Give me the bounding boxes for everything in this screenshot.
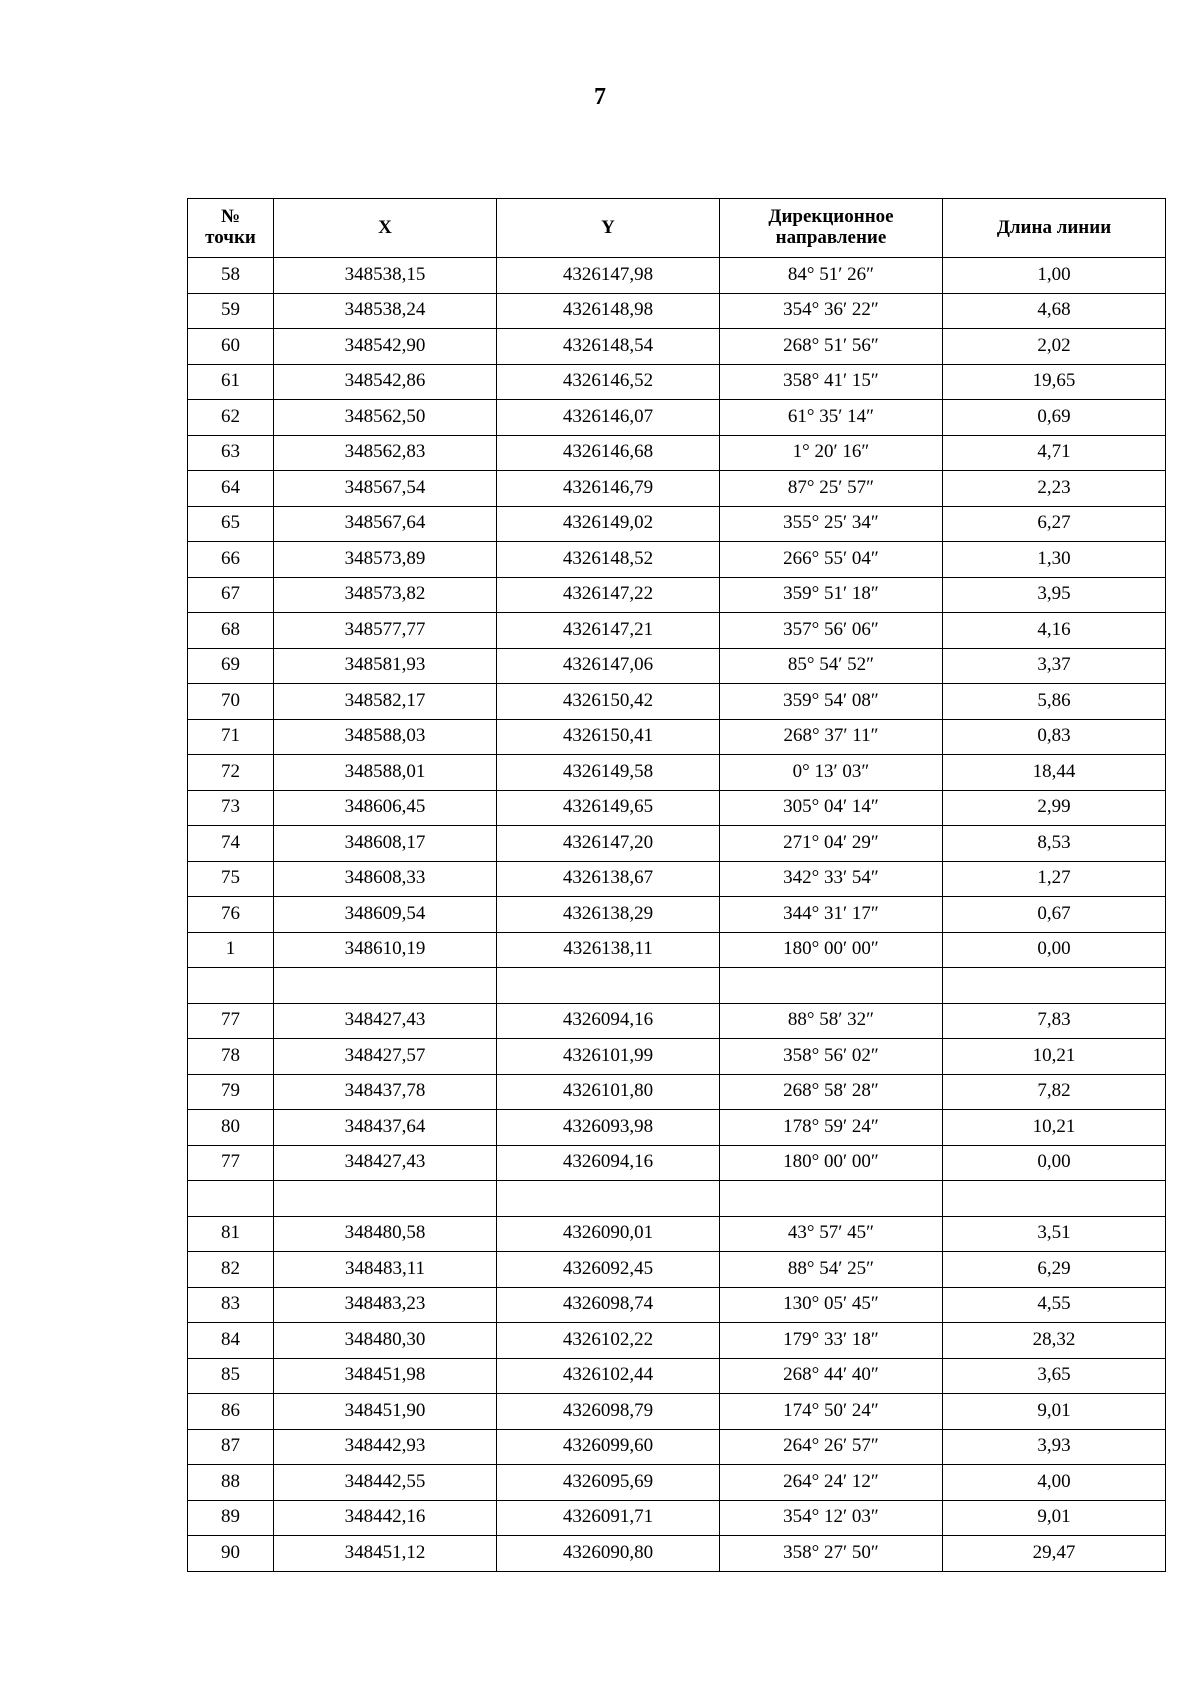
cell-y: 4326147,98 — [497, 258, 720, 294]
cell-point-number: 67 — [188, 577, 274, 613]
cell-direction: 358° 41′ 15″ — [720, 364, 943, 400]
cell-point-number: 59 — [188, 293, 274, 329]
cell-length: 5,86 — [943, 684, 1166, 720]
cell-y: 4326094,16 — [497, 1145, 720, 1181]
cell-length — [943, 1181, 1166, 1217]
cell-direction: 178° 59′ 24″ — [720, 1110, 943, 1146]
cell-length: 3,37 — [943, 648, 1166, 684]
cell-length: 10,21 — [943, 1039, 1166, 1075]
table-row — [188, 790, 1166, 826]
cell-length: 3,95 — [943, 577, 1166, 613]
cell-y: 4326094,16 — [497, 1003, 720, 1039]
table-row — [188, 1500, 1166, 1536]
cell-point-number: 71 — [188, 719, 274, 755]
cell-x: 348451,98 — [274, 1358, 497, 1394]
cell-direction: 88° 58′ 32″ — [720, 1003, 943, 1039]
table-row — [188, 506, 1166, 542]
cell-x: 348427,57 — [274, 1039, 497, 1075]
cell-length — [943, 968, 1166, 1004]
coordinates-table — [187, 198, 1166, 1572]
cell-x: 348451,12 — [274, 1536, 497, 1572]
cell-direction: 357° 56′ 06″ — [720, 613, 943, 649]
cell-length: 28,32 — [943, 1323, 1166, 1359]
cell-point-number: 70 — [188, 684, 274, 720]
page-number: 7 — [594, 84, 606, 110]
cell-length: 0,00 — [943, 932, 1166, 968]
cell-point-number: 81 — [188, 1216, 274, 1252]
cell-x: 348582,17 — [274, 684, 497, 720]
cell-x: 348427,43 — [274, 1145, 497, 1181]
cell-y: 4326148,52 — [497, 542, 720, 578]
cell-direction: 268° 44′ 40″ — [720, 1358, 943, 1394]
cell-length: 6,29 — [943, 1252, 1166, 1288]
cell-direction: 271° 04′ 29″ — [720, 826, 943, 862]
cell-x: 348609,54 — [274, 897, 497, 933]
header-x: X — [274, 199, 497, 258]
cell-length: 8,53 — [943, 826, 1166, 862]
cell-direction: 87° 25′ 57″ — [720, 471, 943, 507]
cell-x: 348542,90 — [274, 329, 497, 365]
cell-direction: 0° 13′ 03″ — [720, 755, 943, 791]
cell-y: 4326149,02 — [497, 506, 720, 542]
table-row — [188, 1536, 1166, 1572]
table-row — [188, 1039, 1166, 1075]
cell-y: 4326090,80 — [497, 1536, 720, 1572]
cell-x: 348442,16 — [274, 1500, 497, 1536]
cell-length: 6,27 — [943, 506, 1166, 542]
cell-direction: 305° 04′ 14″ — [720, 790, 943, 826]
cell-direction: 268° 58′ 28″ — [720, 1074, 943, 1110]
cell-x: 348437,64 — [274, 1110, 497, 1146]
header-length: Длина линии — [943, 199, 1166, 258]
table-row — [188, 1074, 1166, 1110]
cell-y: 4326147,20 — [497, 826, 720, 862]
cell-y: 4326093,98 — [497, 1110, 720, 1146]
cell-point-number: 86 — [188, 1394, 274, 1430]
cell-y: 4326101,99 — [497, 1039, 720, 1075]
cell-direction: 268° 51′ 56″ — [720, 329, 943, 365]
cell-y — [497, 968, 720, 1004]
cell-length: 3,93 — [943, 1429, 1166, 1465]
cell-length: 1,27 — [943, 861, 1166, 897]
cell-direction: 344° 31′ 17″ — [720, 897, 943, 933]
table-row — [188, 755, 1166, 791]
cell-x: 348451,90 — [274, 1394, 497, 1430]
cell-x: 348538,24 — [274, 293, 497, 329]
header-point-number-label: № точки — [205, 206, 256, 248]
cell-length: 4,68 — [943, 293, 1166, 329]
cell-x: 348581,93 — [274, 648, 497, 684]
cell-point-number: 66 — [188, 542, 274, 578]
cell-point-number: 79 — [188, 1074, 274, 1110]
cell-direction: 354° 36′ 22″ — [720, 293, 943, 329]
table-row — [188, 1358, 1166, 1394]
cell-point-number: 90 — [188, 1536, 274, 1572]
cell-x: 348442,93 — [274, 1429, 497, 1465]
cell-y: 4326138,29 — [497, 897, 720, 933]
cell-x: 348562,50 — [274, 400, 497, 436]
cell-point-number: 65 — [188, 506, 274, 542]
cell-length: 4,16 — [943, 613, 1166, 649]
table-row — [188, 577, 1166, 613]
cell-x: 348588,03 — [274, 719, 497, 755]
cell-direction: 85° 54′ 52″ — [720, 648, 943, 684]
cell-y: 4326146,07 — [497, 400, 720, 436]
cell-x: 348608,17 — [274, 826, 497, 862]
cell-direction: 264° 26′ 57″ — [720, 1429, 943, 1465]
cell-x: 348480,30 — [274, 1323, 497, 1359]
table-row — [188, 435, 1166, 471]
cell-direction: 180° 00′ 00″ — [720, 1145, 943, 1181]
cell-point-number: 85 — [188, 1358, 274, 1394]
table-row — [188, 364, 1166, 400]
cell-direction: 43° 57′ 45″ — [720, 1216, 943, 1252]
cell-point-number: 84 — [188, 1323, 274, 1359]
cell-x: 348567,64 — [274, 506, 497, 542]
cell-x: 348610,19 — [274, 932, 497, 968]
cell-direction: 354° 12′ 03″ — [720, 1500, 943, 1536]
cell-point-number: 63 — [188, 435, 274, 471]
cell-length: 7,83 — [943, 1003, 1166, 1039]
cell-x — [274, 968, 497, 1004]
cell-length: 18,44 — [943, 755, 1166, 791]
table-row — [188, 1323, 1166, 1359]
table-row — [188, 1429, 1166, 1465]
cell-direction: 61° 35′ 14″ — [720, 400, 943, 436]
cell-length: 1,00 — [943, 258, 1166, 294]
cell-direction — [720, 968, 943, 1004]
cell-x: 348480,58 — [274, 1216, 497, 1252]
cell-length: 4,71 — [943, 435, 1166, 471]
cell-point-number: 64 — [188, 471, 274, 507]
cell-direction: 266° 55′ 04″ — [720, 542, 943, 578]
table-row — [188, 1287, 1166, 1323]
table-row — [188, 542, 1166, 578]
cell-length: 7,82 — [943, 1074, 1166, 1110]
cell-direction: 268° 37′ 11″ — [720, 719, 943, 755]
cell-x: 348608,33 — [274, 861, 497, 897]
cell-direction: 130° 05′ 45″ — [720, 1287, 943, 1323]
cell-x: 348588,01 — [274, 755, 497, 791]
table-body — [188, 258, 1166, 1572]
cell-y: 4326099,60 — [497, 1429, 720, 1465]
cell-y: 4326149,58 — [497, 755, 720, 791]
cell-point-number: 76 — [188, 897, 274, 933]
table-row — [188, 861, 1166, 897]
cell-point-number: 80 — [188, 1110, 274, 1146]
cell-x: 348542,86 — [274, 364, 497, 400]
cell-x: 348562,83 — [274, 435, 497, 471]
cell-x: 348483,11 — [274, 1252, 497, 1288]
cell-y — [497, 1181, 720, 1217]
cell-length: 2,02 — [943, 329, 1166, 365]
cell-y: 4326090,01 — [497, 1216, 720, 1252]
cell-y: 4326147,06 — [497, 648, 720, 684]
cell-length: 2,99 — [943, 790, 1166, 826]
cell-y: 4326138,11 — [497, 932, 720, 968]
table-row — [188, 258, 1166, 294]
cell-y: 4326150,41 — [497, 719, 720, 755]
cell-y: 4326091,71 — [497, 1500, 720, 1536]
cell-point-number: 72 — [188, 755, 274, 791]
cell-length: 0,83 — [943, 719, 1166, 755]
cell-point-number: 75 — [188, 861, 274, 897]
cell-length: 0,00 — [943, 1145, 1166, 1181]
table-row — [188, 684, 1166, 720]
cell-point-number: 69 — [188, 648, 274, 684]
cell-length: 9,01 — [943, 1394, 1166, 1430]
cell-y: 4326098,79 — [497, 1394, 720, 1430]
cell-length: 3,51 — [943, 1216, 1166, 1252]
table-row — [188, 1252, 1166, 1288]
cell-length: 1,30 — [943, 542, 1166, 578]
cell-direction: 358° 27′ 50″ — [720, 1536, 943, 1572]
cell-length: 0,67 — [943, 897, 1166, 933]
cell-length: 9,01 — [943, 1500, 1166, 1536]
cell-x: 348577,77 — [274, 613, 497, 649]
cell-length: 4,00 — [943, 1465, 1166, 1501]
cell-y: 4326149,65 — [497, 790, 720, 826]
cell-point-number: 82 — [188, 1252, 274, 1288]
cell-point-number — [188, 968, 274, 1004]
cell-length: 10,21 — [943, 1110, 1166, 1146]
header-direction-label: Дирекционное направление — [768, 206, 894, 248]
cell-point-number: 1 — [188, 932, 274, 968]
cell-direction: 88° 54′ 25″ — [720, 1252, 943, 1288]
table-row — [188, 719, 1166, 755]
table-row — [188, 826, 1166, 862]
cell-y: 4326092,45 — [497, 1252, 720, 1288]
cell-point-number: 77 — [188, 1003, 274, 1039]
header-row — [188, 199, 1166, 258]
cell-direction: 84° 51′ 26″ — [720, 258, 943, 294]
cell-y: 4326146,79 — [497, 471, 720, 507]
cell-y: 4326147,22 — [497, 577, 720, 613]
cell-length: 0,69 — [943, 400, 1166, 436]
cell-direction: 342° 33′ 54″ — [720, 861, 943, 897]
cell-y: 4326138,67 — [497, 861, 720, 897]
cell-y: 4326101,80 — [497, 1074, 720, 1110]
cell-y: 4326098,74 — [497, 1287, 720, 1323]
cell-y: 4326150,42 — [497, 684, 720, 720]
table-row — [188, 1465, 1166, 1501]
table-row — [188, 897, 1166, 933]
cell-point-number: 88 — [188, 1465, 274, 1501]
cell-point-number: 61 — [188, 364, 274, 400]
cell-direction: 358° 56′ 02″ — [720, 1039, 943, 1075]
cell-x: 348437,78 — [274, 1074, 497, 1110]
table-row — [188, 1003, 1166, 1039]
cell-point-number: 89 — [188, 1500, 274, 1536]
cell-point-number: 73 — [188, 790, 274, 826]
cell-length: 2,23 — [943, 471, 1166, 507]
cell-point-number: 74 — [188, 826, 274, 862]
cell-x: 348427,43 — [274, 1003, 497, 1039]
cell-x: 348567,54 — [274, 471, 497, 507]
cell-direction: 264° 24′ 12″ — [720, 1465, 943, 1501]
cell-direction: 355° 25′ 34″ — [720, 506, 943, 542]
cell-direction: 359° 51′ 18″ — [720, 577, 943, 613]
table-row — [188, 1110, 1166, 1146]
cell-x: 348442,55 — [274, 1465, 497, 1501]
table-row — [188, 1394, 1166, 1430]
cell-y: 4326146,68 — [497, 435, 720, 471]
table-row — [188, 400, 1166, 436]
cell-length: 19,65 — [943, 364, 1166, 400]
header-direction — [720, 199, 943, 258]
cell-x: 348573,82 — [274, 577, 497, 613]
cell-point-number: 77 — [188, 1145, 274, 1181]
cell-y: 4326148,98 — [497, 293, 720, 329]
cell-x: 348606,45 — [274, 790, 497, 826]
cell-x: 348483,23 — [274, 1287, 497, 1323]
cell-x: 348538,15 — [274, 258, 497, 294]
table-row — [188, 648, 1166, 684]
header-point-number — [188, 199, 274, 258]
table-row — [188, 1181, 1166, 1217]
table-row — [188, 613, 1166, 649]
table-row — [188, 471, 1166, 507]
cell-point-number: 83 — [188, 1287, 274, 1323]
table-row — [188, 1145, 1166, 1181]
cell-y: 4326147,21 — [497, 613, 720, 649]
cell-length: 29,47 — [943, 1536, 1166, 1572]
cell-point-number — [188, 1181, 274, 1217]
cell-y: 4326102,22 — [497, 1323, 720, 1359]
cell-y: 4326095,69 — [497, 1465, 720, 1501]
table-header — [188, 199, 1166, 258]
cell-y: 4326102,44 — [497, 1358, 720, 1394]
table-row — [188, 329, 1166, 365]
cell-direction: 359° 54′ 08″ — [720, 684, 943, 720]
cell-x — [274, 1181, 497, 1217]
cell-direction: 180° 00′ 00″ — [720, 932, 943, 968]
header-y: Y — [497, 199, 720, 258]
cell-direction: 179° 33′ 18″ — [720, 1323, 943, 1359]
cell-x: 348573,89 — [274, 542, 497, 578]
cell-direction: 1° 20′ 16″ — [720, 435, 943, 471]
cell-point-number: 60 — [188, 329, 274, 365]
cell-y: 4326146,52 — [497, 364, 720, 400]
cell-direction — [720, 1181, 943, 1217]
table-row — [188, 968, 1166, 1004]
cell-length: 4,55 — [943, 1287, 1166, 1323]
cell-y: 4326148,54 — [497, 329, 720, 365]
cell-point-number: 78 — [188, 1039, 274, 1075]
cell-point-number: 58 — [188, 258, 274, 294]
cell-point-number: 87 — [188, 1429, 274, 1465]
cell-point-number: 68 — [188, 613, 274, 649]
table-row — [188, 1216, 1166, 1252]
table-row — [188, 293, 1166, 329]
cell-point-number: 62 — [188, 400, 274, 436]
cell-length: 3,65 — [943, 1358, 1166, 1394]
cell-direction: 174° 50′ 24″ — [720, 1394, 943, 1430]
table-row — [188, 932, 1166, 968]
